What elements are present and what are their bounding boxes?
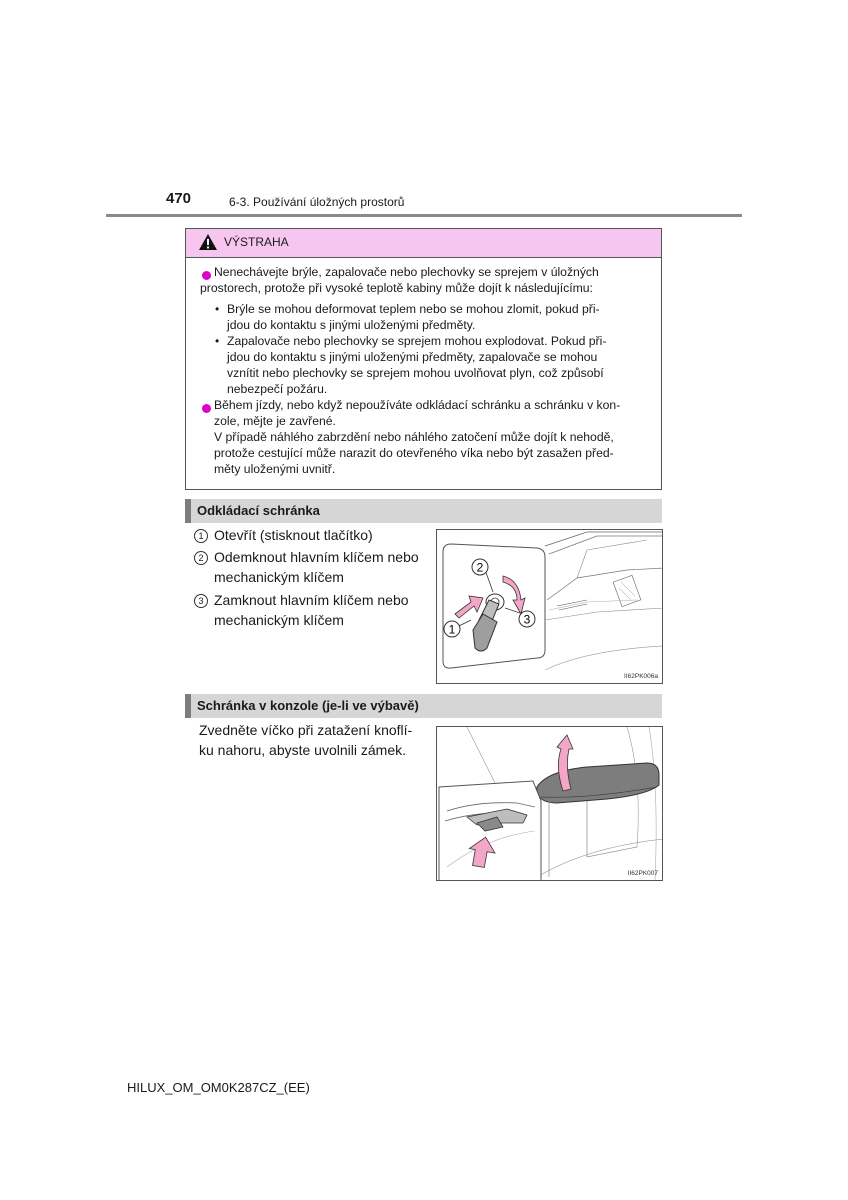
warning-item1-line: Nenechávejte brýle, zapalovače nebo plechovky se sprejem v úložných: [214, 265, 599, 279]
step-number: 1: [194, 529, 208, 543]
callout-label: 1: [448, 622, 456, 637]
glovebox-figure: [436, 529, 663, 684]
figure-id: II62PK006a: [624, 673, 658, 680]
warning-title: VÝSTRAHA: [224, 235, 289, 249]
footer-code: HILUX_OM_OM0K287CZ_(EE): [127, 1080, 310, 1095]
sub-bullet: •: [215, 334, 220, 348]
callout-label: 2: [476, 560, 484, 575]
step-text: Zamknout hlavním klíčem nebo: [214, 592, 409, 608]
heading-bar: [185, 499, 191, 523]
warning-sub2-line: Zapalovače nebo plechovky se sprejem mohou explodovat. Pokud při-: [227, 334, 607, 348]
console-heading-label: Schránka v konzole (je-li ve výbavě): [197, 698, 419, 713]
warning-item1-line: prostorech, protože při vysoké teplotě kabiny může dojít k následujícímu:: [200, 281, 593, 295]
glovebox-illustration: [437, 530, 663, 684]
console-figure: [436, 726, 663, 881]
warning-sub1-line: jdou do kontaktu s jinými uloženými předměty.: [227, 318, 476, 332]
warning-item2-line: zole, mějte je zavřené.: [214, 414, 336, 428]
warning-header: [186, 229, 661, 258]
warning-item2-line: Během jízdy, nebo když nepoužíváte odkládací schránku a schránku v kon-: [214, 398, 621, 412]
warning-sub2-line: jdou do kontaktu s jinými uloženými předměty, zapalovače se mohou: [227, 350, 598, 364]
sub-bullet: •: [215, 302, 220, 316]
step-text: Odemknout hlavním klíčem nebo: [214, 549, 419, 565]
step-text: Otevřít (stisknout tlačítko): [214, 527, 373, 543]
section-title: 6-3. Používání úložných prostorů: [229, 195, 405, 209]
warning-sub2-line: nebezpečí požáru.: [227, 382, 328, 396]
console-heading: [185, 694, 662, 718]
warning-sub2-line: vznítit nebo plechovky se sprejem mohou uvolňovat plyn, což způsobí: [227, 366, 604, 380]
console-illustration: [437, 727, 663, 881]
glovebox-heading-label: Odkládací schránka: [197, 503, 320, 518]
console-text: ku nahoru, abyste uvolnili zámek.: [199, 742, 406, 758]
step-text: mechanickým klíčem: [214, 612, 344, 628]
figure-id: II62PK007: [627, 870, 658, 877]
warning-item2-line: protože cestující může narazit do otevřeného víka nebo být zasažen před-: [214, 446, 614, 460]
callout-label: 3: [523, 612, 531, 627]
glovebox-heading: [185, 499, 662, 523]
step-number: 3: [194, 594, 208, 608]
header-rule: [106, 214, 742, 217]
step-number: 2: [194, 551, 208, 565]
warning-box: [185, 228, 662, 490]
warning-sub1-line: Brýle se mohou deformovat teplem nebo se mohou zlomit, pokud při-: [227, 302, 600, 316]
warning-bullet: [202, 271, 211, 280]
warning-item2-line: měty uloženými uvnitř.: [214, 462, 336, 476]
warning-triangle-icon: [198, 233, 218, 251]
page-number: 470: [166, 190, 192, 207]
warning-bullet: [202, 404, 211, 413]
warning-item2-line: V případě náhlého zabrzdění nebo náhlého zatočení může dojít k nehodě,: [214, 430, 614, 444]
step-text: mechanickým klíčem: [214, 569, 344, 585]
console-text: Zvedněte víčko při zatažení knoflí-: [199, 722, 413, 738]
heading-bar: [185, 694, 191, 718]
